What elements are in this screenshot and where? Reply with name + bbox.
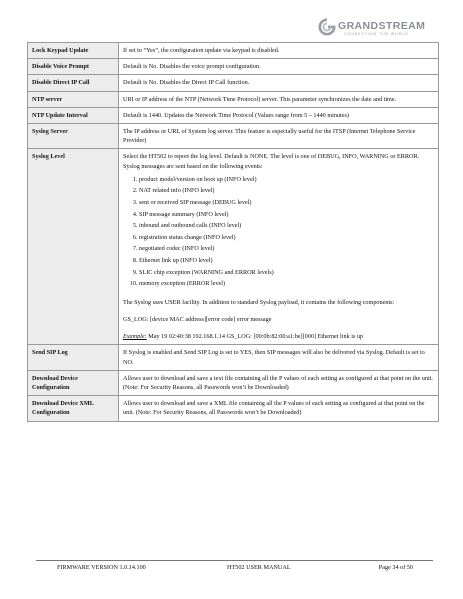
row-value	[119, 345, 439, 370]
row-key: Syslog Server	[28, 124, 119, 149]
list-item: 6. registration status change (INFO level)	[139, 232, 434, 244]
row-key: Download Device Configuration	[28, 370, 119, 395]
table-row	[28, 370, 439, 395]
example-label: Example:	[123, 333, 147, 341]
row-value	[119, 91, 439, 107]
row-text: If Syslog is enabled and Send SIP Log is set to YES, then SIP messages will also be delivered via Syslog. Default is set to NO.	[123, 349, 425, 366]
syslog-event-list	[123, 174, 434, 290]
row-text: Default is No. Disables the voice prompt configuration.	[123, 63, 261, 71]
table-row	[28, 43, 439, 59]
row-value	[119, 59, 439, 75]
row-text: If set to “Yes”, the configuration update via keypad is disabled.	[123, 47, 280, 54]
manual-title: HT502 USER MANUAL	[227, 564, 291, 571]
grandstream-logo	[318, 17, 446, 39]
table-row	[28, 91, 439, 107]
row-text: Default is 1440. Updates the Network Time Protocol (Values range from 5 – 1440 minutes)	[123, 111, 349, 119]
row-text: Allows user to download and save a text file containing all the P values of each setting as configured at that point on the unit. (Note: For Security Reasons, all Passwords won’t be Downloaded)	[123, 374, 433, 391]
table-row	[28, 396, 439, 421]
row-value	[119, 124, 439, 149]
list-item: 5. inbound and outbound calls (INFO level)	[139, 220, 434, 232]
row-text: Allows user to download and save a XML file containing all the P values of each setting as configured at that point on the unit. (Note: For Security Reasons, all Passwords won’t be Downloaded)	[123, 400, 425, 417]
row-value	[119, 396, 439, 421]
brand-tagline: CONNECTING THE WORLD	[344, 32, 409, 36]
row-key: Download Device XML Configuration	[28, 396, 119, 421]
row-key: NTP server	[28, 91, 119, 107]
list-item: 2. NAT related info (INFO level)	[139, 185, 434, 197]
list-item: 3. sent or received SIP message (DEBUG level)	[139, 197, 434, 209]
settings-table	[27, 42, 439, 422]
table-row-syslog-level	[28, 149, 439, 345]
row-text: Default is No. Disables the Direct IP Call function.	[123, 79, 250, 87]
row-key: NTP Update Interval	[28, 107, 119, 123]
row-key: Disable Direct IP Call	[28, 75, 119, 91]
table-row	[28, 345, 439, 370]
footer-divider	[36, 560, 433, 561]
row-key: Lock Keypad Update	[28, 43, 119, 59]
list-item: 9. SLIC chip exception (WARNING and ERROR levels)	[139, 267, 434, 279]
row-value	[119, 107, 439, 123]
table-row	[28, 75, 439, 91]
row-value	[119, 149, 439, 345]
syslog-format: GS_LOG: [device MAC address][error code] error message	[123, 315, 272, 323]
firmware-version: FIRMWARE VERSION 1.0.14.100	[57, 564, 146, 571]
syslog-usage: The Syslog uses USER facility. In addition to standard Syslog payload, it contains the following components:	[123, 298, 395, 306]
row-text: URI or IP address of the NTP (Network Time Protocol) server. This parameter synchronizes the date and time.	[123, 95, 397, 103]
row-value	[119, 75, 439, 91]
grandstream-logo-icon	[318, 18, 336, 36]
table-row	[28, 107, 439, 123]
syslog-example	[123, 332, 434, 341]
row-value	[119, 43, 439, 59]
list-item: 7. negotiated codec (INFO level)	[139, 243, 434, 255]
list-item: 8. Ethernet link up (INFO level)	[139, 255, 434, 267]
row-key: Syslog Level	[28, 149, 119, 345]
row-text: The IP address or URL of System log server. This feature is especially useful for the ITSP (Internet Telephone Service Provider)	[123, 128, 416, 145]
example-text: May 19 02:40:38 192.168.1.14 GS_LOG: [00:0b:82:00:a1:be][000] Ethernet link is up	[146, 333, 364, 341]
list-item: 1. product model/version on boot up (INFO level)	[139, 174, 434, 186]
list-item: 10. memory exception (ERROR level)	[139, 278, 434, 290]
row-value	[119, 370, 439, 395]
page-number: Page 34 of 50	[378, 564, 413, 571]
table-row	[28, 124, 439, 149]
page-footer	[57, 564, 413, 574]
brand-name: GRANDSTREAM	[338, 20, 426, 32]
table-row	[28, 59, 439, 75]
row-key: Disable Voice Prompt	[28, 59, 119, 75]
list-item: 4. SIP message summary (INFO level)	[139, 209, 434, 221]
row-key: Send SIP Log	[28, 345, 119, 370]
syslog-intro: Select the HT502 to report the log level. Default is NONE. The level is one of DEBUG, INFO, WARNING or ERROR. Syslog messages are sent based on the following events:	[123, 153, 420, 170]
